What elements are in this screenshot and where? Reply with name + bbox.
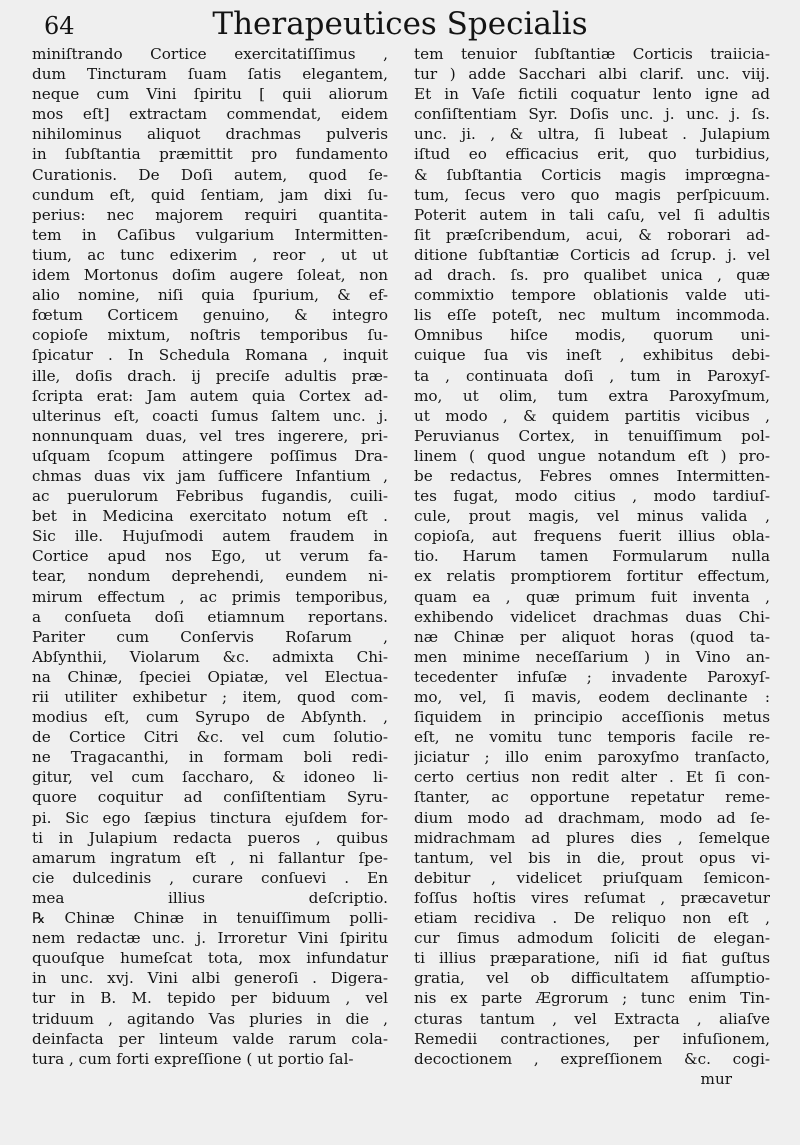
text-line: commixtio tempore oblationis valde uti-	[414, 286, 770, 305]
text-line: debitur , videlicet priuſquam ſemicon-	[414, 868, 770, 887]
text-line: mur	[700, 1069, 732, 1088]
text-line: etiam recidiva . De reliquo non eſt ,	[414, 909, 770, 928]
text-line: mos eſt] extractam commendat, eidem	[32, 105, 388, 124]
text-line: tecedenter infuſæ ; invadente Paroxyſ-	[414, 667, 770, 686]
text-line: fœtum Corticem genuino, & integro	[32, 306, 388, 325]
text-line: tura , cum forti expreſſione ( ut portio ſal-	[32, 1049, 354, 1068]
text-line: mirum effectum , ac primis temporibus,	[32, 587, 388, 606]
text-line: quore coquitur ad conſiſtentiam Syru-	[32, 788, 388, 807]
text-line: tio. Harum tamen Formularum nulla	[414, 547, 770, 566]
text-line: deinfacta per linteum valde rarum cola-	[32, 1029, 388, 1048]
text-line: dum Tincturam ſuam ſatis elegantem,	[32, 65, 388, 84]
text-line: mo, ut olim, tum extra Paroxyſmum,	[414, 386, 770, 405]
text-line: in unc. xvj. Vini albi generoſi . Digera-	[32, 969, 388, 988]
text-line: exhibendo videlicet drachmas duas Chi-	[414, 607, 770, 626]
text-line: ℞ Chinæ Chinæ in tenuiſſimum polli-	[32, 909, 388, 928]
text-line: Abſynthii, Violarum &c. admixta Chi-	[32, 647, 388, 666]
text-line: ſit præſcribendum, acui, & roborari ad-	[414, 225, 770, 244]
text-line: tear, nondum deprehendi, eundem ni-	[32, 567, 388, 586]
text-line: conſiſtentiam Syr. Doſis unc. j. unc. j. ſs.	[414, 105, 770, 124]
text-line: Cortice apud nos Ego, ut verum fa-	[32, 547, 388, 566]
text-line: amarum ingratum eſt , ni fallantur ſpe-	[32, 848, 388, 867]
text-line: decoctionem , expreſſionem &c. cogi-	[414, 1049, 770, 1068]
text-line: nihilominus aliquot drachmas pulveris	[32, 125, 388, 144]
text-line: tium, ac tunc edixerim , reor , ut ut	[32, 245, 388, 264]
text-line: linem ( quod ungue notandum eſt ) pro-	[414, 446, 770, 465]
text-line: a conſueta doſi etiamnum reportans.	[32, 607, 388, 626]
text-line: Peruvianus Cortex, in tenuiſſimum pol-	[414, 426, 770, 445]
text-line: nis ex parte Ægrorum ; tunc enim Tin-	[414, 989, 770, 1008]
text-line: miniſtrando Cortice exercitatiſſimus ,	[32, 45, 388, 63]
text-line: de Cortice Citri &c. vel cum ſolutio-	[32, 728, 388, 747]
text-line: Et in Vaſe fictili coquatur lento igne ad	[414, 85, 770, 104]
text-line: be redactus, Febres omnes Intermitten-	[414, 466, 770, 485]
text-line: ne Tragacanthi, in formam boli redi-	[32, 748, 388, 767]
text-line: ulterinus eſt, coacti ſumus ſaltem unc. j.	[32, 406, 388, 425]
text-line: ſpicatur . In Schedula Romana , inquit	[32, 346, 388, 365]
text-line: ille, doſis drach. ij preciſe adultis præ-	[32, 366, 388, 385]
text-line: chmas duas vix jam ſufficere Infantium ,	[32, 466, 388, 485]
text-line: tem in Caſibus vulgarium Intermitten-	[32, 225, 388, 244]
text-line: ac puerulorum Febribus fugandis, cuili-	[32, 487, 388, 506]
text-line: ditione ſubſtantiæ Corticis ad ſcrup. j. vel	[414, 245, 770, 264]
text-line: pi. Sic ego ſæpius tinctura ejuſdem for-	[32, 808, 388, 827]
text-line: midrachmam ad plures dies , ſemelque	[414, 828, 770, 847]
text-line: cie dulcedinis , curare conſuevi . En	[32, 868, 388, 887]
text-line: Poterit autem in tali caſu, vel ſi adultis	[414, 205, 770, 224]
text-line: tantum, vel bis in die, prout opus vi-	[414, 848, 770, 867]
page-number: 64	[44, 12, 75, 40]
text-line: mo, vel, ſi mavis, eodem declinante :	[414, 688, 770, 706]
text-line: unc. ji. , & ultra, ſi lubeat . Julapium	[414, 125, 770, 144]
text-line: cule, prout magis, vel minus valida ,	[414, 507, 770, 526]
text-line: ti in Julapium redacta pueros , quibus	[32, 828, 388, 847]
text-columns	[32, 44, 770, 1132]
text-line: cur ſimus admodum ſoliciti de elegan-	[414, 929, 770, 948]
text-line: ex relatis promptiorem fortitur effectum,	[414, 567, 770, 586]
text-line: rii utiliter exhibetur ; item, quod com-	[32, 688, 388, 706]
text-line: ta , continuata doſi , tum in Paroxyſ-	[414, 366, 770, 385]
text-line: ſcripta erat: Jam autem quia Cortex ad-	[32, 386, 388, 405]
text-line: gratia, vel ob difficultatem aſſumptio-	[414, 969, 770, 988]
text-line: tur ) adde Sacchari albi clarif. unc. viij.	[414, 65, 770, 84]
text-line: cturas tantum , vel Extracta , aliaſve	[414, 1009, 770, 1028]
left-column	[32, 44, 388, 1069]
text-line: iſtud eo efficacius erit, quo turbidius,	[414, 145, 770, 164]
text-line: foſſus hoſtis vires reſumat , præcavetur	[414, 888, 770, 907]
text-line: Curationis. De Doſi autem, quod ſe-	[32, 165, 388, 184]
text-line: tem tenuior ſubſtantiæ Corticis traiicia-	[414, 45, 770, 63]
text-line: ti illius præparatione, niſi id fiat guſtus	[414, 949, 770, 968]
text-line: triduum , agitando Vas pluries in die ,	[32, 1009, 388, 1028]
text-line: quouſque humeſcat tota, mox infundatur	[32, 949, 388, 968]
text-line: ut modo , & quidem partitis vicibus ,	[414, 406, 770, 425]
text-line: gitur, vel cum ſaccharo, & idoneo li-	[32, 768, 388, 787]
text-line: cundum eſt, quid ſentiam, jam dixi ſu-	[32, 185, 388, 204]
text-line: copioſe mixtum, noſtris temporibus ſu-	[32, 326, 388, 345]
text-line: cuique ſua vis ineſt , exhibitus debi-	[414, 346, 770, 365]
text-line: Pariter cum Conſervis Roſarum ,	[32, 627, 388, 646]
text-line: quam ea , quæ primum fuit inventa ,	[414, 587, 770, 606]
text-line: uſquam ſcopum attingere poſſimus Dra-	[32, 446, 388, 465]
text-line: tur in B. M. tepido per biduum , vel	[32, 989, 388, 1008]
text-line: in ſubſtantia præmittit pro fundamento	[32, 145, 388, 164]
text-line: modius eſt, cum Syrupo de Abſynth. ,	[32, 708, 388, 727]
text-line: neque cum Vini ſpiritu [ quii aliorum	[32, 85, 388, 104]
text-line: certo certius non redit alter . Et ſi con-	[414, 768, 770, 787]
text-line: jiciatur ; illo enim paroxyſmo tranſacto,	[414, 748, 770, 767]
text-line: nem redactæ unc. j. Irroretur Vini ſpiritu	[32, 929, 388, 948]
text-line: copioſa, aut frequens fuerit illius obla-	[414, 527, 770, 546]
text-line: eſt, ne vomitu tunc temporis facile re-	[414, 728, 770, 747]
text-line: tes fugat, modo citius , modo tardiuſ-	[414, 487, 770, 506]
text-line: idem Mortonus doſim augere ſoleat, non	[32, 266, 388, 285]
page-header	[30, 6, 770, 42]
text-line: & ſubſtantia Corticis magis imprœgna-	[414, 165, 770, 184]
text-line: Sic ille. Hujuſmodi autem fraudem in	[32, 527, 388, 546]
text-line: bet in Medicina exercitato notum eſt .	[32, 507, 388, 526]
text-line: nonnunquam duas, vel tres ingerere, pri-	[32, 426, 388, 445]
text-line: næ Chinæ per aliquot horas (quod ta-	[414, 627, 770, 646]
text-line: ſiquidem in principio acceſſionis metus	[414, 708, 770, 727]
text-line: perius: nec majorem requiri quantita-	[32, 205, 388, 224]
text-line: men minime neceſſarium ) in Vino an-	[414, 647, 770, 666]
text-line: Omnibus hiſce modis, quorum uni-	[414, 326, 770, 345]
text-line: mea illius deſcriptio.	[32, 888, 388, 907]
text-line: tum, ſecus vero quo magis perſpicuum.	[414, 185, 770, 204]
text-line: dium modo ad drachmam, modo ad ſe-	[414, 808, 770, 827]
text-line: Remedii contractiones, per infuſionem,	[414, 1029, 770, 1048]
text-line: na Chinæ, ſpeciei Opiatæ, vel Electua-	[32, 667, 388, 686]
text-line: ad drach. ſs. pro qualibet unica , quæ	[414, 266, 770, 285]
text-line: alio nomine, niſi quia ſpurium, & ef-	[32, 286, 388, 305]
text-line: lis eſſe poteſt, nec multum incommoda.	[414, 306, 770, 325]
running-title: Therapeutices Specialis	[212, 6, 588, 42]
right-column	[414, 44, 770, 1089]
text-line: ſtanter, ac opportune repetatur reme-	[414, 788, 770, 807]
